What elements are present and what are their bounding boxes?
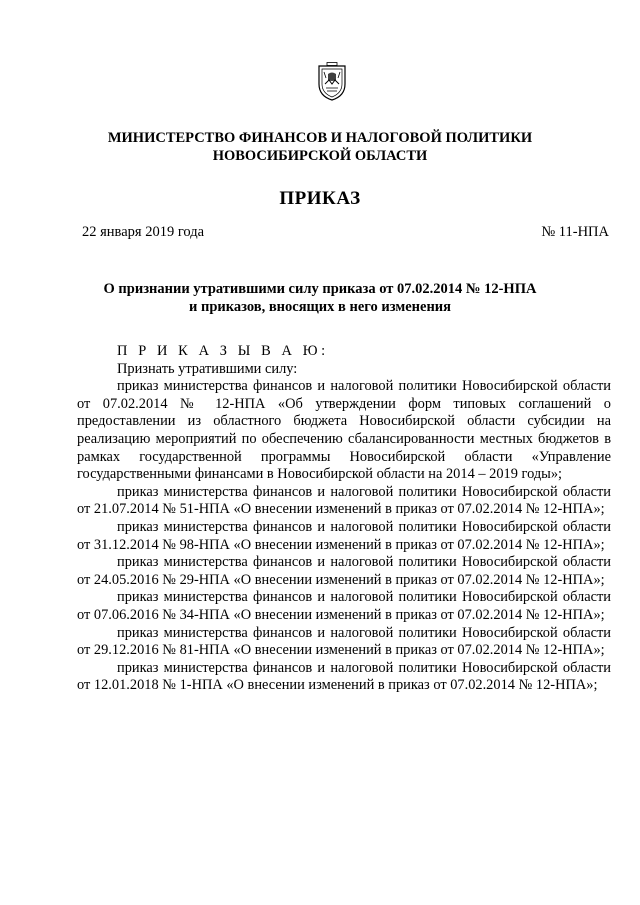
list-item: приказ министерства финансов и налоговой политики Новосибирской области от 31.12.2014 № 98-НПА «О внесении изменений в приказ от 07.02.2014 № 12-НПА»; [77,518,611,553]
subject-line2: и приказов, вносящих в него изменения [188,299,451,315]
document-date: 22 января 2019 года [82,224,205,240]
coat-of-arms-icon [316,62,348,102]
list-item: приказ министерства финансов и налоговой политики Новосибирской области от 07.06.2016 № 34-НПА «О внесении изменений в приказ от 07.02.2014 № 12-НПА»; [77,589,611,623]
list-item: приказ министерства финансов и налоговой политики Новосибирской области от 12.01.2018 № 1-НПА «О внесении изменений в приказ от 07.02.2014 № 12-НПА»; [77,659,611,694]
order-word: П Р И К А З Ы В А Ю: [117,343,329,359]
list-item: приказ министерства финансов и налоговой политики Новосибирской области от 21.07.2014 № 51-НПА «О внесении изменений в приказ от 07.02.2014 № 12-НПА»; [77,483,611,518]
intro-paragraph: Признать утратившими силу: [117,360,298,377]
document-type-title: ПРИКАЗ [279,188,361,209]
subject-line1: О признании утратившими силу приказа от 07.02.2014 № 12-НПА [103,281,537,297]
document-body [77,343,611,695]
list-item: приказ министерства финансов и налоговой политики Новосибирской области от 24.05.2016 № 29-НПА «О внесении изменений в приказ от 07.02.2014 № 12-НПА»; [77,554,611,588]
list-item: приказ министерства финансов и налоговой политики Новосибирской области от 07.02.2014 № 12-НПА «Об утверждении форм типовых соглашений о предоставлении из областного бюджета Новосибирской области субсидии на реализацию мероприятий по обеспечению сбалансированности местных бюджетов в рамках государственной программы Новосибирской области «Управление государственными финансами в Новосибирской области на 2014 – 2019 годы»; [77,378,611,483]
document-number: № 11-НПА [541,224,609,240]
ministry-name-line1: МИНИСТЕРСТВО ФИНАНСОВ И НАЛОГОВОЙ ПОЛИТИКИ [107,130,533,146]
list-item: приказ министерства финансов и налоговой политики Новосибирской области от 29.12.2016 № 81-НПА «О внесении изменений в приказ от 07.02.2014 № 12-НПА»; [77,624,611,659]
ministry-name-line2: НОВОСИБИРСКОЙ ОБЛАСТИ [212,148,428,164]
